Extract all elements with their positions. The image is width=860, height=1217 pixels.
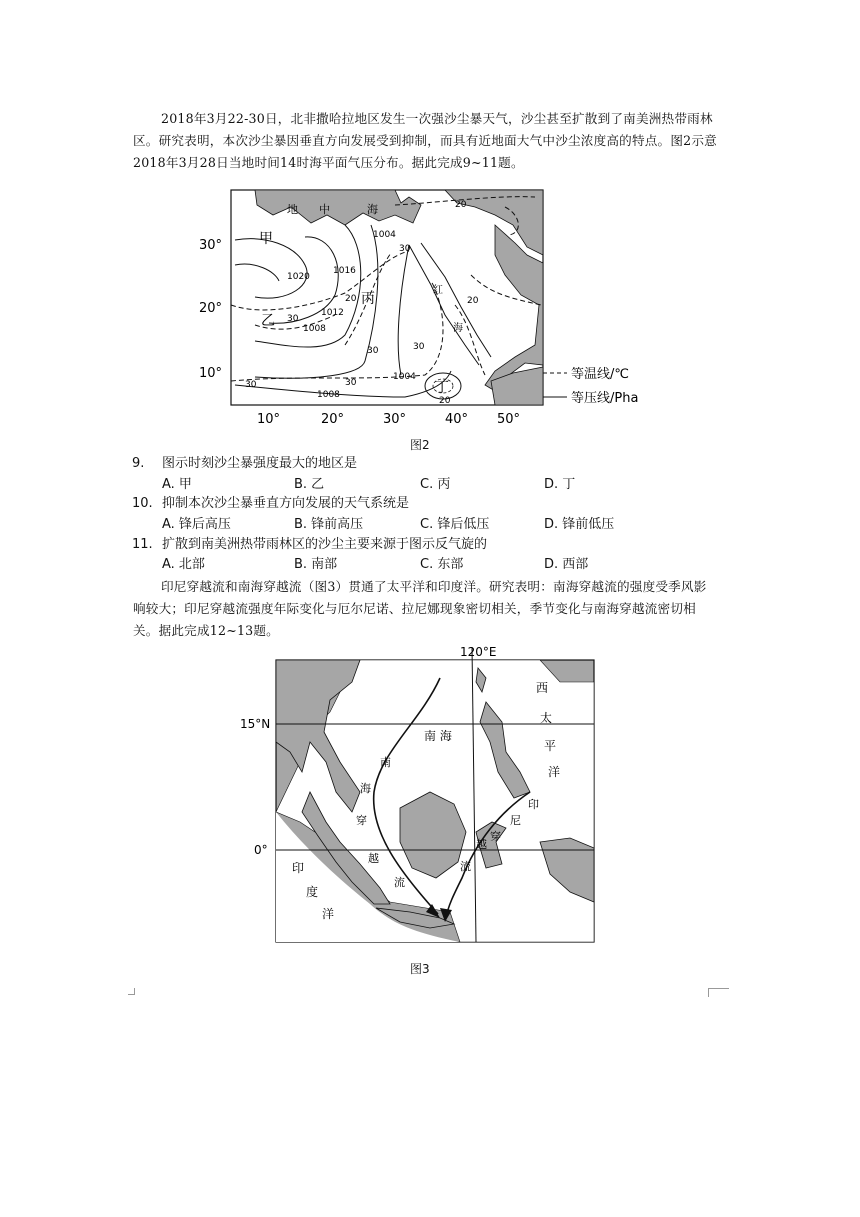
isobar-1008-low: 1008 (317, 390, 340, 400)
red-sea-label-1: 红 (433, 285, 443, 296)
q11-option-d: D. 西部 (544, 557, 589, 572)
scs-current-label-5: 流 (394, 876, 405, 889)
fig2-lon-40: 40° (445, 412, 469, 427)
itf-current-label-3: 穿 (490, 830, 501, 843)
q10-option-b: B. 锋前高压 (294, 517, 364, 532)
itf-current-label-2: 尼 (510, 814, 521, 827)
q9-option-d: D. 丁 (544, 477, 576, 492)
figure-3-caption: 图3 (410, 962, 430, 976)
q10-option-a: A. 锋后高压 (162, 517, 231, 532)
isotherm-20-a: 20 (345, 294, 357, 304)
pacific-label-4: 洋 (548, 765, 561, 779)
isobar-1004-low: 1004 (393, 372, 416, 382)
isobar-1004-top: 1004 (373, 230, 396, 240)
scs-current-label-3: 穿 (356, 814, 367, 827)
question-11-text: 扩散到南美洲热带雨林区的沙尘主要来源于图示反气旋的 (162, 537, 488, 552)
scs-current-label-4: 越 (368, 852, 379, 865)
mediterranean-label-1: 地 (287, 203, 298, 216)
question-10 (132, 494, 409, 514)
indian-label-1: 印 (292, 861, 305, 875)
question-9-text: 图示时刻沙尘暴强度最大的地区是 (162, 456, 358, 471)
q10-option-c: C. 锋后低压 (420, 517, 490, 532)
place-bing: 丙 (361, 291, 375, 307)
fig2-lon-10: 10° (257, 412, 281, 427)
pacific-label-1: 西 (536, 681, 549, 695)
isotherm-30-c: 30 (367, 346, 379, 356)
passage-1: 2018年3月22-30日，北非撒哈拉地区发生一次强沙尘暴天气，沙尘甚至扩散到了南美洲热带雨林区。研究表明，本次沙尘暴因垂直方向发展受到抑制，而具有近地面大气中沙尘浓度高的特点。图2示意2018年3月28日当地时间14时海平面气压分布。据此完成9~11题。 (133, 111, 717, 170)
q11-option-b: B. 南部 (294, 557, 338, 572)
place-jia: 甲 (259, 231, 273, 247)
question-9 (132, 454, 357, 474)
itf-current-label-4: 越 (476, 838, 487, 851)
isotherm-30-d: 30 (413, 342, 425, 352)
pacific-label-3: 平 (544, 739, 557, 753)
q11-option-c: C. 东部 (420, 557, 464, 572)
question-11 (132, 535, 487, 555)
place-yi: 乙 (261, 313, 275, 329)
isobar-1020: 1020 (287, 272, 310, 282)
isotherm-30-b: 30 (287, 314, 299, 324)
isotherm-30-e: 30 (245, 380, 257, 390)
isotherm-30-a: 30 (399, 244, 411, 254)
question-10-number: 10. (132, 496, 153, 511)
passage-2: 印尼穿越流和南海穿越流（图3）贯通了太平洋和印度洋。研究表明：南海穿越流的强度受季风影响较大；印尼穿越流强度年际变化与厄尔尼诺、拉尼娜现象密切相关，季节变化与南海穿越流密切相关。据此完成12~13题。 (133, 579, 707, 638)
isotherm-20-c: 20 (439, 396, 451, 406)
fig2-lon-20: 20° (321, 412, 345, 427)
q9-option-c: C. 丙 (420, 477, 451, 492)
fig3-lat-15n: 15°N (240, 717, 271, 731)
q9-option-a: A. 甲 (162, 477, 192, 492)
south-china-sea-label: 南 海 (424, 729, 452, 743)
itf-current-label-1: 印 (528, 798, 539, 811)
q10-option-d: D. 锋前低压 (544, 517, 615, 532)
isotherm-20-b: 20 (467, 296, 479, 306)
question-11-number: 11. (132, 537, 153, 552)
fig2-lat-30: 30° (199, 238, 223, 253)
isotherm-30-f: 30 (345, 378, 357, 388)
indian-label-2: 度 (306, 885, 319, 899)
page-corner-right (708, 988, 729, 997)
scs-current-label-2: 海 (360, 782, 371, 795)
page-corner-left (128, 988, 135, 995)
legend-isotherm: 等温线/℃ (571, 367, 629, 382)
place-ding: 丁 (435, 380, 449, 396)
fig2-lon-50: 50° (497, 412, 521, 427)
legend-isobar: 等压线/Pha (571, 391, 639, 406)
fig2-lat-20: 20° (199, 301, 223, 316)
red-sea-label-2: 海 (453, 323, 463, 334)
figure-2-caption: 图2 (410, 438, 430, 452)
indian-label-3: 洋 (322, 907, 335, 921)
figure-2-map (195, 185, 670, 435)
fig2-lon-30: 30° (383, 412, 407, 427)
mediterranean-label-2: 中 (319, 203, 330, 216)
itf-current-label-5: 流 (460, 860, 471, 873)
isobar-1008-mid: 1008 (303, 324, 326, 334)
mediterranean-label-3: 海 (367, 203, 378, 216)
scs-current-label-1: 南 (380, 756, 391, 769)
isobar-1012: 1012 (321, 308, 344, 318)
isobar-1016: 1016 (333, 266, 356, 276)
isotherm-20-top: 20 (455, 200, 467, 210)
fig2-lat-10: 10° (199, 366, 223, 381)
figure-3-map (240, 642, 610, 947)
pacific-label-2: 太 (540, 711, 553, 725)
fig3-lon-120e: 120°E (460, 645, 497, 659)
q9-option-b: B. 乙 (294, 477, 325, 492)
fig3-lat-0: 0° (254, 843, 268, 857)
question-10-text: 抑制本次沙尘暴垂直方向发展的天气系统是 (162, 496, 410, 511)
q11-option-a: A. 北部 (162, 557, 205, 572)
question-9-number: 9. (132, 456, 145, 471)
